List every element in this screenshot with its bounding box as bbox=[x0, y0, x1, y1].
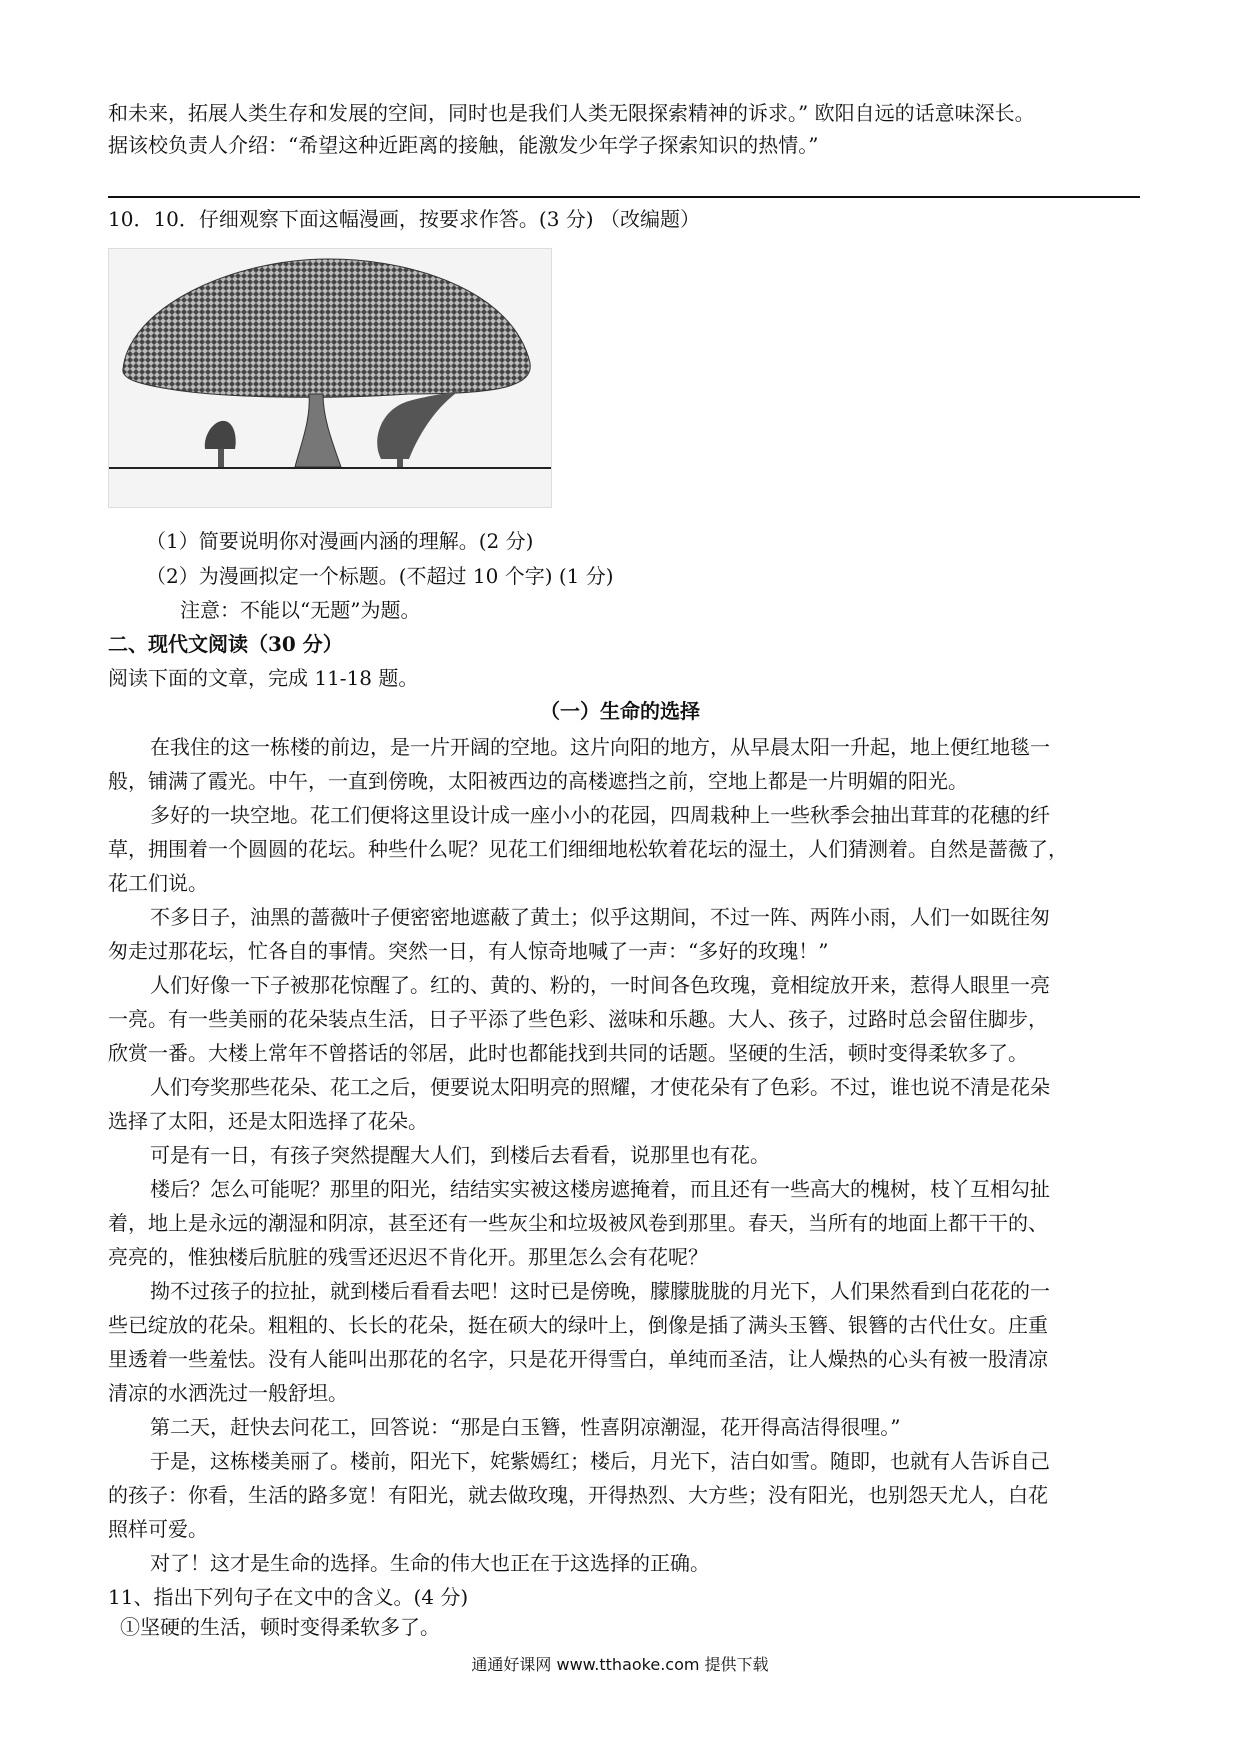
paragraph-line: 楼后？怎么可能呢？那里的阳光，结结实实被这楼房遮掩着，而且还有一些高大的槐树，枝丫互相勾扯 bbox=[150, 1177, 1050, 1201]
section-heading: 二、现代文阅读（30 分） bbox=[108, 632, 343, 656]
paragraph-line: 花工们说。 bbox=[108, 871, 208, 895]
paragraph-line: 多好的一块空地。花工们便将这里设计成一座小小的花园，四周栽种上一些秋季会抽出茸茸的花穗的纤 bbox=[150, 803, 1050, 827]
section-intro: 阅读下面的文章，完成 11-18 题。 bbox=[108, 666, 419, 690]
question-10-sub2: （2）为漫画拟定一个标题。(不超过 10 个字) (1 分) bbox=[146, 564, 614, 588]
paragraph-line: 着，地上是永远的潮湿和阴凉，甚至还有一些灰尘和垃圾被风卷到那里。春天，当所有的地面上都干干的、 bbox=[108, 1211, 1048, 1235]
paragraph-line: 清凉的水洒洗过一般舒坦。 bbox=[108, 1381, 348, 1405]
question-11-item1: ①坚硬的生活，顿时变得柔软多了。 bbox=[120, 1615, 440, 1639]
paragraph-line: 对了！这才是生命的选择。生命的伟大也正在于这选择的正确。 bbox=[150, 1551, 710, 1575]
paragraph-line: 第二天，赶快去问花工，回答说：“那是白玉簪，性喜阴凉潮湿，花开得高洁得很哩。” bbox=[150, 1415, 901, 1439]
paragraph-line: 里透着一些羞怯。没有人能叫出那花的名字，只是花开得雪白，单纯而圣洁，让人燥热的心头有被一股清凉 bbox=[108, 1347, 1048, 1371]
paragraph-line: 亮亮的，惟独楼后肮脏的残雪还迟迟不肯化开。那里怎么会有花呢？ bbox=[108, 1245, 708, 1269]
paragraph-line: 草，拥围着一个圆圆的花坛。种些什么呢？见花工们细细地松软着花坛的湿土，人们猜测着。自然是蔷薇了， bbox=[108, 837, 1068, 861]
question-11-title: 11、指出下列句子在文中的含义。(4 分) bbox=[108, 1585, 469, 1609]
paragraph-line: 些已绽放的花朵。粗粗的、长长的花朵，挺在硕大的绿叶上，倒像是插了满头玉簪、银簪的古代仕女。庄重 bbox=[108, 1313, 1048, 1337]
paragraph-line: 的孩子：你看，生活的路多宽！有阳光，就去做玫瑰，开得热烈、大方些；没有阳光，也别怨天尤人，白花 bbox=[108, 1483, 1048, 1507]
paragraph-line: 般，铺满了霞光。中午，一直到傍晚，太阳被西边的高楼遮挡之前，空地上都是一片明媚的阳光。 bbox=[108, 769, 968, 793]
paragraph-line: 不多日子，油黑的蔷薇叶子便密密地遮蔽了黄土；似乎这期间，不过一阵、两阵小雨，人们一如既往匆 bbox=[150, 905, 1050, 929]
cartoon-image bbox=[108, 248, 552, 508]
paragraph-line: 人们好像一下子被那花惊醒了。红的、黄的、粉的，一时间各色玫瑰，竟相绽放开来，惹得人眼里一亮 bbox=[150, 973, 1050, 997]
paragraph-line: 可是有一日，有孩子突然提醒大人们，到楼后去看看，说那里也有花。 bbox=[150, 1143, 770, 1167]
footer-text: 通通好课网 www.tthaoke.com 提供下载 bbox=[471, 1655, 769, 1674]
divider bbox=[108, 196, 1140, 198]
paragraph-line: 匆走过那花坛，忙各自的事情。突然一日，有人惊奇地喊了一声：“多好的玫瑰！” bbox=[108, 939, 829, 963]
text-line: 和未来，拓展人类生存和发展的空间，同时也是我们人类无限探索精神的诉求。” 欧阳自远的话意味深长。 bbox=[108, 101, 1035, 125]
tree-cartoon-icon bbox=[109, 249, 551, 507]
paragraph-line: 欣赏一番。大楼上常年不曾搭话的邻居，此时也都能找到共同的话题。坚硬的生活，顿时变得柔软多了。 bbox=[108, 1041, 1028, 1065]
paragraph-line: 一亮。有一些美丽的花朵装点生活，日子平添了些色彩、滋味和乐趣。大人、孩子，过路时总会留住脚步， bbox=[108, 1007, 1048, 1031]
question-10-note: 注意：不能以“无题”为题。 bbox=[180, 598, 421, 622]
question-10-title: 10．10．仔细观察下面这幅漫画，按要求作答。(3 分) （改编题） bbox=[108, 207, 700, 231]
paragraph-line: 照样可爱。 bbox=[108, 1517, 208, 1541]
paragraph-line: 于是，这栋楼美丽了。楼前，阳光下，姹紫嫣红；楼后，月光下，洁白如雪。随即，也就有人告诉自己 bbox=[150, 1449, 1050, 1473]
paragraph-line: 拗不过孩子的拉扯，就到楼后看看去吧！这时已是傍晚，朦朦胧胧的月光下，人们果然看到白花花的一 bbox=[150, 1279, 1050, 1303]
paragraph-line: 选择了太阳，还是太阳选择了花朵。 bbox=[108, 1109, 428, 1133]
question-10-sub1: （1）简要说明你对漫画内涵的理解。(2 分) bbox=[146, 529, 534, 553]
text-line: 据该校负责人介绍：“希望这种近距离的接触，能激发少年学子探索知识的热情。” bbox=[108, 133, 819, 157]
paragraph-line: 人们夸奖那些花朵、花工之后，便要说太阳明亮的照耀，才使花朵有了色彩。不过，谁也说不清是花朵 bbox=[150, 1075, 1050, 1099]
article-title: （一）生命的选择 bbox=[540, 699, 700, 723]
paragraph-line: 在我住的这一栋楼的前边，是一片开阔的空地。这片向阳的地方，从早晨太阳一升起，地上便红地毯一 bbox=[150, 735, 1050, 759]
